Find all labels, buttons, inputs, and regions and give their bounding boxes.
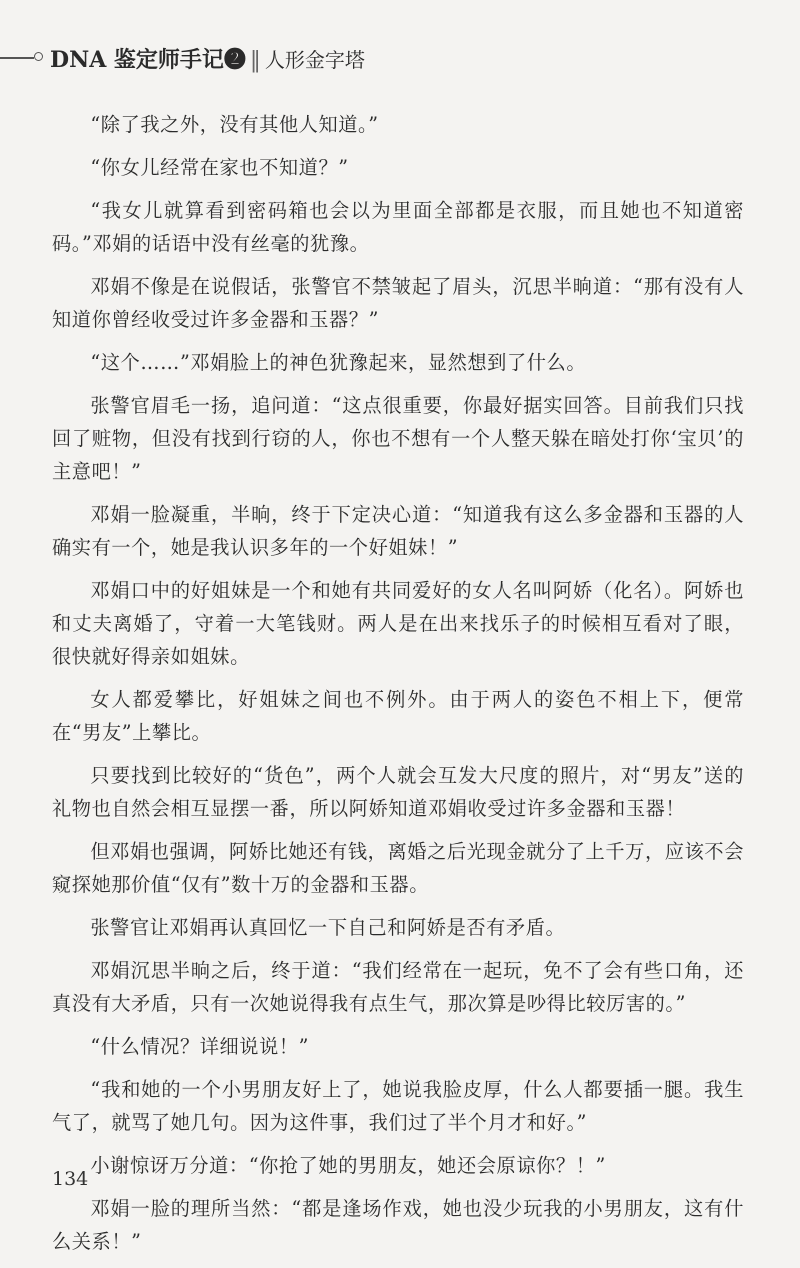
paragraph: “你女儿经常在家也不知道？” xyxy=(90,156,349,179)
paragraph: 邓娟一脸凝重，半晌，终于下定决心道：“知道我有这么多金器和玉器的人确实有一个，她是我认识多年的一个好姐妹！” xyxy=(52,503,744,559)
paragraph: “我女儿就算看到密码箱也会以为里面全部都是衣服，而且她也不知道密码。”邓娟的话语中没有丝毫的犹豫。 xyxy=(52,199,744,255)
paragraph: 邓娟一脸的理所当然：“都是逢场作戏，她也没少玩我的小男朋友，这有什么关系！” xyxy=(52,1197,744,1253)
running-header xyxy=(0,40,800,74)
paragraph: 小谢惊讶万分道：“你抢了她的男朋友，她还会原谅你？！” xyxy=(90,1154,606,1177)
paragraph: 邓娟沉思半晌之后，终于道：“我们经常在一起玩，免不了会有些口角，还真没有大矛盾，只有一次她说得我有点生气，那次算是吵得比较厉害的。” xyxy=(52,959,744,1015)
paragraph: 张警官眉毛一扬，追问道：“这点很重要，你最好据实回答。目前我们只找回了赃物，但没有找到行窃的人，你也不想有一个人整天躲在暗处打你‘宝贝’的主意吧！” xyxy=(52,394,744,483)
paragraph: 但邓娟也强调，阿娇比她还有钱，离婚之后光现金就分了上千万，应该不会窥探她那价值“仅有”数十万的金器和玉器。 xyxy=(52,840,744,896)
paragraph: “什么情况？详细说说！” xyxy=(90,1035,310,1058)
paragraph: 邓娟不像是在说假话，张警官不禁皱起了眉头，沉思半晌道：“那有没有人知道你曾经收受过许多金器和玉器？” xyxy=(52,275,744,331)
paragraph: “除了我之外，没有其他人知道。” xyxy=(90,113,379,136)
header-separator: ‖ xyxy=(249,48,261,73)
paragraph: 邓娟口中的好姐妹是一个和她有共同爱好的女人名叫阿娇（化名）。阿娇也和丈夫离婚了，守着一大笔钱财。两人是在出来找乐子的时候相互看对了眼，很快就好得亲如姐妹。 xyxy=(52,579,744,668)
header-rule xyxy=(0,57,34,59)
paragraph: 只要找到比较好的“货色”，两个人就会互发大尺度的照片，对“男友”送的礼物也自然会相互显摆一番，所以阿娇知道邓娟收受过许多金器和玉器！ xyxy=(52,764,744,820)
book-subtitle: 人形金字塔 xyxy=(264,48,365,72)
header-ornament-circle xyxy=(34,52,43,61)
book-title: DNA 鉴定师手记❷ xyxy=(50,47,246,73)
page-number: 134 xyxy=(52,1168,89,1190)
paragraph: 女人都爱攀比，好姐妹之间也不例外。由于两人的姿色不相上下，便常在“男友”上攀比。 xyxy=(52,688,744,744)
page-body xyxy=(52,108,744,1268)
header-text xyxy=(50,43,365,74)
paragraph: “我和她的一个小男朋友好上了，她说我脸皮厚，什么人都要插一腿。我生气了，就骂了她几句。因为这件事，我们过了半个月才和好。” xyxy=(52,1078,744,1134)
paragraph: “这个……”邓娟脸上的神色犹豫起来，显然想到了什么。 xyxy=(90,351,587,374)
paragraph: 张警官让邓娟再认真回忆一下自己和阿娇是否有矛盾。 xyxy=(90,916,566,939)
